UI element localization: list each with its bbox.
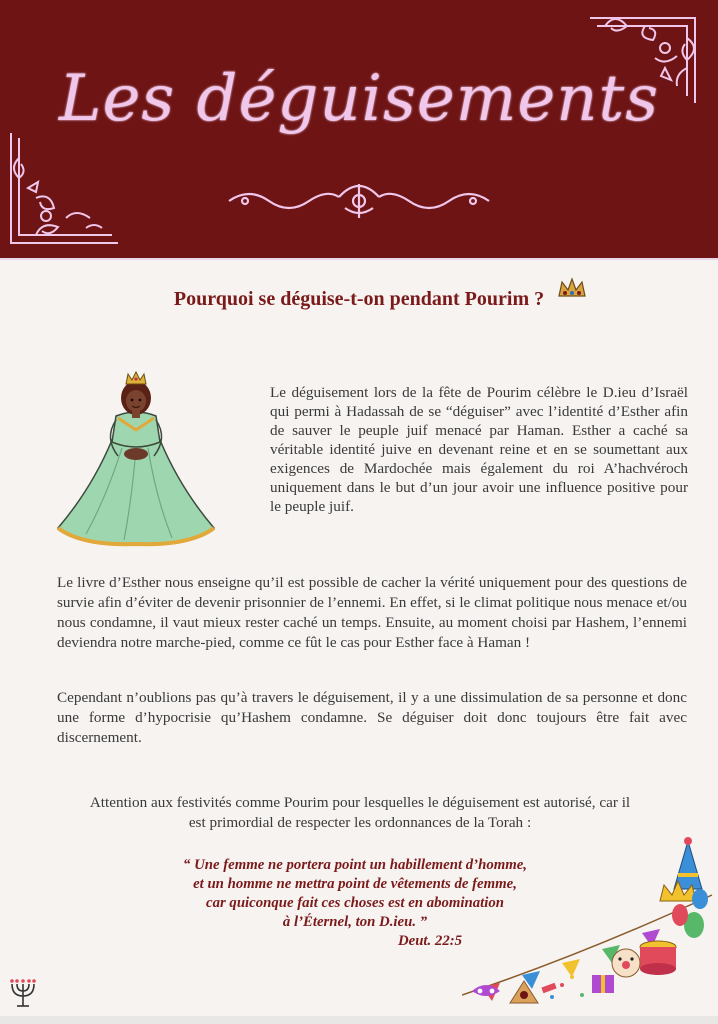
menorah-logo-icon: [8, 976, 38, 1010]
footer-strip: [0, 1016, 718, 1024]
quote-line-2: et un homme ne mettra point de vêtements de femme,: [193, 876, 517, 892]
purim-decorations-illustration: [462, 835, 714, 1005]
queen-esther-illustration: [52, 368, 220, 550]
attention-paragraph: Attention aux festivités comme Pourim pour lesquelles le déguisement est autorisé, car il est primordial de respecter les ordonnances de la Torah :: [89, 794, 631, 831]
center-flourish-icon: [225, 180, 493, 222]
corner-ornament-bottom-left-icon: [6, 128, 126, 248]
crown-icon: [556, 276, 588, 302]
intro-paragraph: Le déguisement lors de la fête de Pourim célèbre le D.ieu d’Israël qui permi à Hadassah de se “déguiser” avec l’identité d’Esther afin de sauver le peuple juif menacé par Haman. Esther a caché sa véritable identité juive en devenant reine et en se soumettant aux exigences de Mardochée mais également du roi A’hachvéroch uniquement dans le but d’un jour avoir une influence positive pour le peuple juif.: [270, 384, 688, 515]
quote-line-1: “ Une femme ne portera point un habillement d’homme,: [182, 857, 528, 873]
body-paragraph-1: Le livre d’Esther nous enseigne qu’il est possible de cacher la vérité uniquement pour des questions de survie afin d’éviter de devenir prisonnier de l’ennemi. En effet, si le climat politique nous menace et/ou nous condamne, il vaut mieux rester caché un temps. Ensuite, au moment choisi par Hashem, l’ennemi deviendra notre marche-pied, comme ce fût le cas pour Esther face à Haman !: [57, 574, 687, 651]
header-banner: [0, 0, 718, 260]
quote-line-3: car quiconque fait ces choses est en abomination: [206, 895, 504, 911]
page-title: Les déguisements: [58, 62, 660, 136]
quote-line-4: à l’Éternel, ton D.ieu. ”: [282, 914, 428, 930]
section-subtitle: Pourquoi se déguise-t-on pendant Pourim ?: [173, 288, 545, 310]
body-paragraph-2: Cependant n’oublions pas qu’à travers le déguisement, il y a une dissimulation de sa personne et donc une forme d’hypocrisie qu’Hashem condamne. Se déguiser doit donc toujours être fait avec discernement.: [57, 689, 687, 746]
quote-reference: Deut. 22:5: [397, 933, 463, 949]
